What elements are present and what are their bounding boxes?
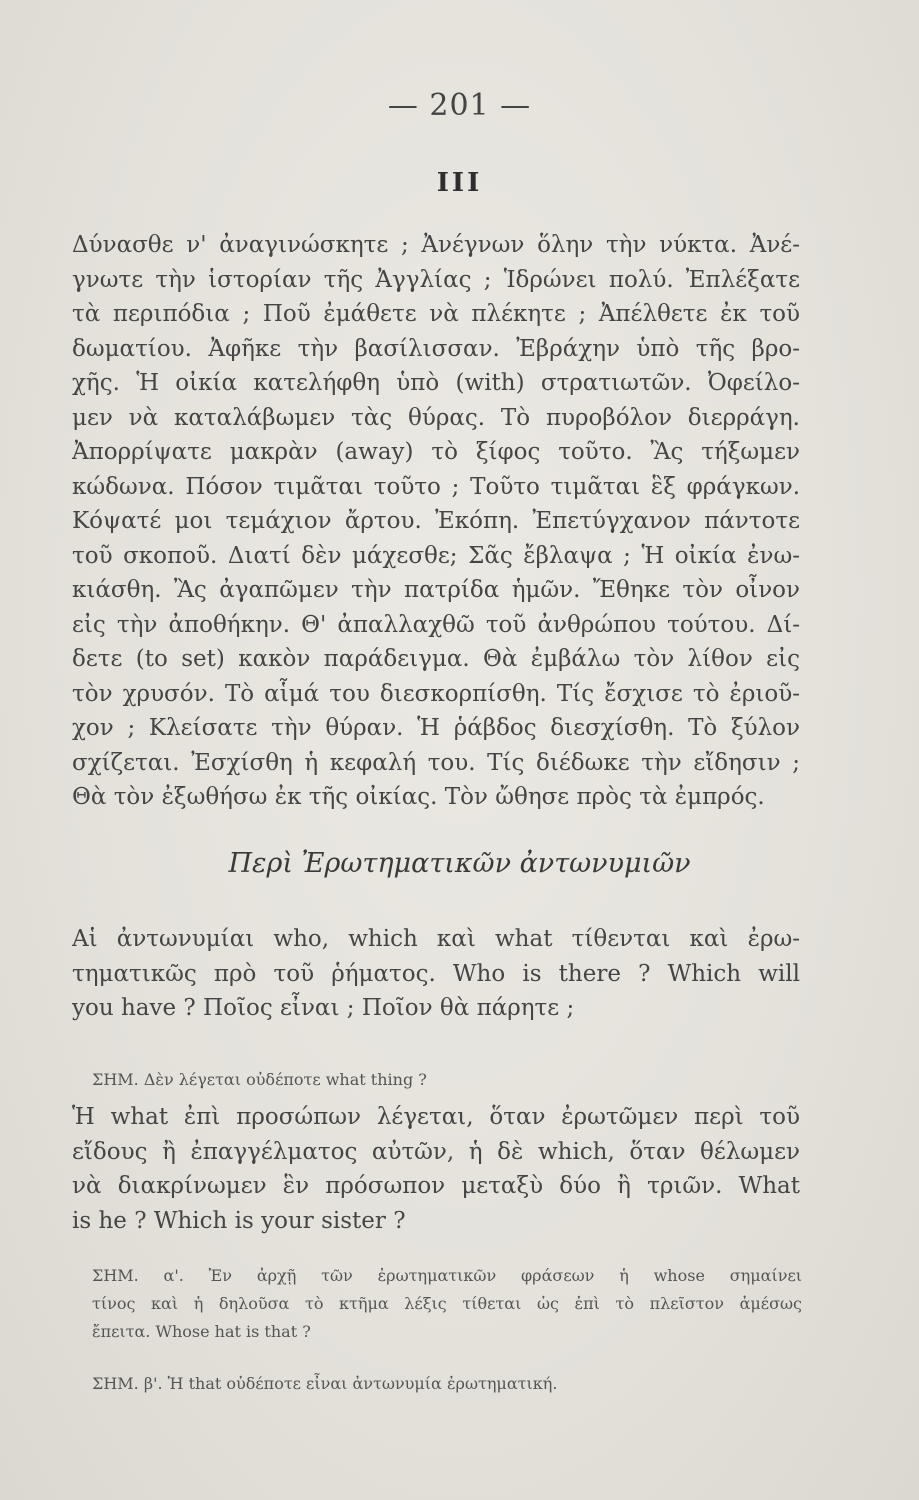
rule-paragraph <box>72 922 800 1026</box>
text-line: κιάσθη. Ἂς ἀγαπῶμεν τὴν πατρίδα ἡμῶν. Ἔθηκε τὸν οἶνον <box>72 577 800 603</box>
text-line: Κόψατέ μοι τεμάχιον ἄρτου. Ἐκόπη. Ἐπετύγχανον πάντοτε <box>72 508 800 534</box>
text-line: Θὰ τὸν ἐξωθήσω ἐκ τῆς οἰκίας. Τὸν ὤθησε πρὸς τὰ ἐμπρός. <box>72 784 765 810</box>
note-that <box>92 1370 802 1398</box>
text-line: ΣΗΜ. β'. Ἡ that οὐδέποτε εἶναι ἀντωνυμία ἐρωτηματική. <box>92 1374 558 1393</box>
text-line: σχίζεται. Ἐσχίσθη ἡ κεφαλή του. Τίς διέδωκε τὴν εἴδησιν ; <box>72 749 800 776</box>
text-line: χον ; Κλείσατε τὴν θύραν. Ἡ ῥάβδος διεσχίσθη. Τὸ ξύλον <box>72 715 800 741</box>
text-line: τοῦ σκοποῦ. Διατί δὲν μάχεσθε; Σᾶς ἔβλαψα ; Ἡ οἰκία ἐνω- <box>72 542 800 569</box>
text-line: Ἡ what ἐπὶ προσώπων λέγεται, ὅταν ἐρωτῶμεν περὶ τοῦ <box>72 1104 800 1130</box>
text-line: νὰ διακρίνωμεν ἓν πρόσωπον μεταξὺ δύο ἢ τριῶν. What <box>72 1173 800 1199</box>
exercise-paragraph <box>72 228 800 815</box>
text-line: Αἱ ἀντωνυμίαι who, which καὶ what τίθενται καὶ ἐρω- <box>72 926 800 952</box>
text-line: τὸν χρυσόν. Τὸ αἷμά του διεσκορπίσθη. Τίς ἔσχισε τὸ ἐριοῦ- <box>72 680 800 707</box>
text-line: κώδωνα. Πόσον τιμᾶται τοῦτο ; Τοῦτο τιμᾶται ἓξ φράγκων. <box>72 473 800 500</box>
text-line: εἰς τὴν ἀποθήκην. Θ' ἀπαλλαχθῶ τοῦ ἀνθρώπου τούτου. Δί- <box>72 611 800 638</box>
text-line: δωματίου. Ἀφῆκε τὴν βασίλισσαν. Ἐβράχην ὑπὸ τῆς βρο- <box>72 335 800 362</box>
text-line: ΣΗΜ. α'. Ἐν ἀρχῇ τῶν ἐρωτηματικῶν φράσεων ἡ whose σημαίνει <box>92 1266 802 1285</box>
text-line: ΣΗΜ. Δὲν λέγεται οὐδέποτε what thing ? <box>92 1070 427 1089</box>
text-line: ἔπειτα. Whose hat is that ? <box>92 1322 311 1341</box>
text-line: τίνος καὶ ἡ δηλοῦσα τὸ κτῆμα λέξις τίθεται ὡς ἐπὶ τὸ πλεῖστον ἀμέσως <box>92 1294 802 1313</box>
text-line: χῆς. Ἡ οἰκία κατελήφθη ὑπὸ (with) στρατιωτῶν. Ὀφείλο- <box>72 370 800 396</box>
text-line: Ἀπορρίψατε μακρὰν (away) τὸ ξίφος τοῦτο. Ἂς τήξωμεν <box>72 439 800 465</box>
note-whose <box>92 1262 802 1346</box>
text-line: γνωτε τὴν ἱστορίαν τῆς Ἀγγλίας ; Ἱδρώνει πολύ. Ἐπλέξατε <box>72 266 800 293</box>
note-what-thing <box>92 1066 802 1094</box>
text-line: εἴδους ἢ ἐπαγγέλματος αὐτῶν, ἡ δὲ which, ὅταν θέλωμεν <box>72 1138 800 1165</box>
usage-paragraph <box>72 1100 800 1238</box>
lesson-number: III <box>436 168 483 198</box>
text-line: τηματικῶς πρὸ τοῦ ῥήματος. Who is there ? Which will <box>72 960 800 987</box>
text-line: Δύνασθε ν' ἀναγινώσκητε ; Ἀνέγνων ὅλην τὴν νύκτα. Ἀνέ- <box>72 232 800 258</box>
page-number: — 201 — <box>387 88 532 123</box>
text-line: μεν νὰ καταλάβωμεν τὰς θύρας. Τὸ πυροβόλον διερράγη. <box>72 404 800 431</box>
text-line: δετε (to set) κακὸν παράδειγμα. Θὰ ἐμβάλω τὸν λίθον εἰς <box>72 646 800 672</box>
text-line: you have ? Ποῖος εἶναι ; Ποῖον θὰ πάρητε ; <box>72 995 575 1021</box>
section-heading: Περὶ Ἐρωτηματικῶν ἀντωνυμιῶν <box>228 848 691 879</box>
text-line: τὰ περιπόδια ; Ποῦ ἐμάθετε νὰ πλέκητε ; Ἀπέλθετε ἐκ τοῦ <box>72 301 800 327</box>
text-line: is he ? Which is your sister ? <box>72 1207 406 1234</box>
